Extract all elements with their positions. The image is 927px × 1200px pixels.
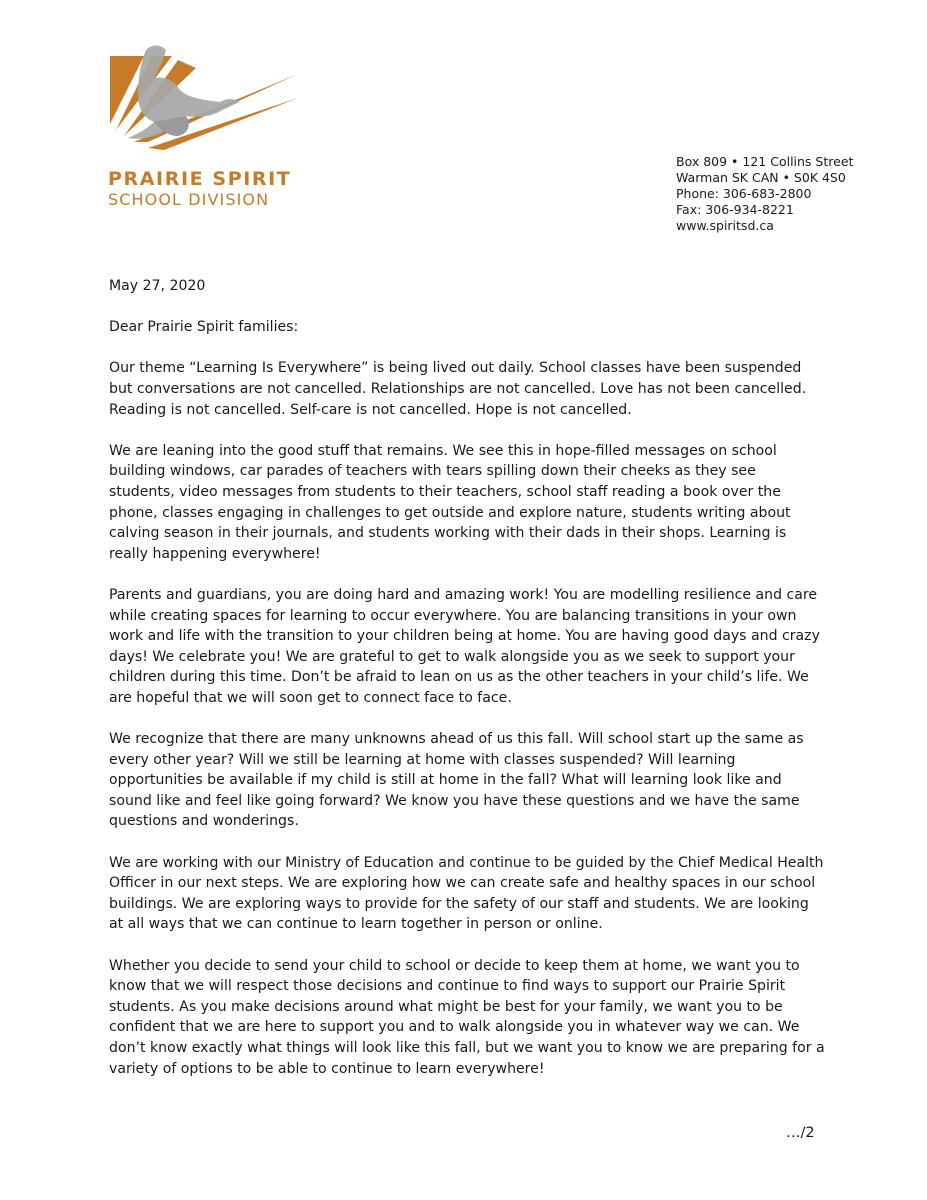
eagle-sunburst-logo-icon	[108, 44, 308, 164]
paragraph: We are working with our Ministry of Education and continue to be guided by the Chief Medical Health Officer in our next steps. We are exploring how we can create safe and healthy spaces in our school buildings. We are exploring ways to provide for the safety of our staff and students. We are looking at all ways that we can continue to learn together in person or online.	[109, 854, 824, 933]
org-name-secondary: SCHOOL DIVISION	[108, 190, 270, 209]
paragraph: Whether you decide to send your child to school or decide to keep them at home, we want you to know that we will respect those decisions and continue to find ways to support our Prairie Spirit students. As you make decisions around what might be best for your family, we want you to be confident that we are here to support you and to walk alongside you in whatever way we can. We don’t know exactly what things will look like this fall, but we want you to know we are preparing for a variety of options to be able to continue to learn everywhere!	[109, 957, 825, 1077]
letterhead-logo	[108, 44, 308, 214]
page-continuation-marker: …/2	[786, 1125, 815, 1141]
paragraph: We are leaning into the good stuff that remains. We see this in hope-filled messages on school building windows, car parades of teachers with tears spilling down their cheeks as they see students, video messages from students to their teachers, school staff reading a book over the phone, classes engaging in challenges to get outside and explore nature, students writing about calving season in their journals, and students working with their dads in their shops. Learning is really happening everywhere!	[109, 442, 791, 562]
website-link[interactable]: www.spiritsd.ca	[676, 218, 774, 233]
address-line: Box 809 • 121 Collins Street	[676, 154, 854, 169]
fax-line: Fax: 306-934-8221	[676, 202, 794, 217]
paragraph: Our theme “Learning Is Everywhere” is being lived out daily. School classes have been suspended but conversations are not cancelled. Relationships are not cancelled. Love has not been cancelled. Reading is not cancelled. Self-care is not cancelled. Hope is not cancelled.	[109, 360, 807, 418]
paragraph: Parents and guardians, you are doing hard and amazing work! You are modelling resilience and care while creating spaces for learning to occur everywhere. You are balancing transitions in your own work and life with the transition to your children being at home. You are having good days and crazy days! We celebrate you! We are grateful to get to walk alongside you as we seek to support your children during this time. Don’t be afraid to lean on us as the other teachers in your child’s life. We are hopeful that we will soon get to connect face to face.	[109, 586, 820, 706]
letter-date: May 27, 2020	[109, 278, 206, 294]
address-line: Warman SK CAN • S0K 4S0	[676, 170, 846, 185]
paragraph: We recognize that there are many unknowns ahead of us this fall. Will school start up the same as every other year? Will we still be learning at home with classes suspended? Will learning opportunities be available if my child is still at home in the fall? What will learning look like and sound like and feel like going forward? We know you have these questions and we have the same questions and wonderings.	[109, 731, 804, 830]
salutation: Dear Prairie Spirit families:	[109, 319, 299, 336]
org-name-primary: PRAIRIE SPIRIT	[108, 168, 292, 190]
phone-line: Phone: 306-683-2800	[676, 186, 812, 201]
letter-body	[109, 276, 825, 1100]
address-block	[676, 154, 853, 234]
